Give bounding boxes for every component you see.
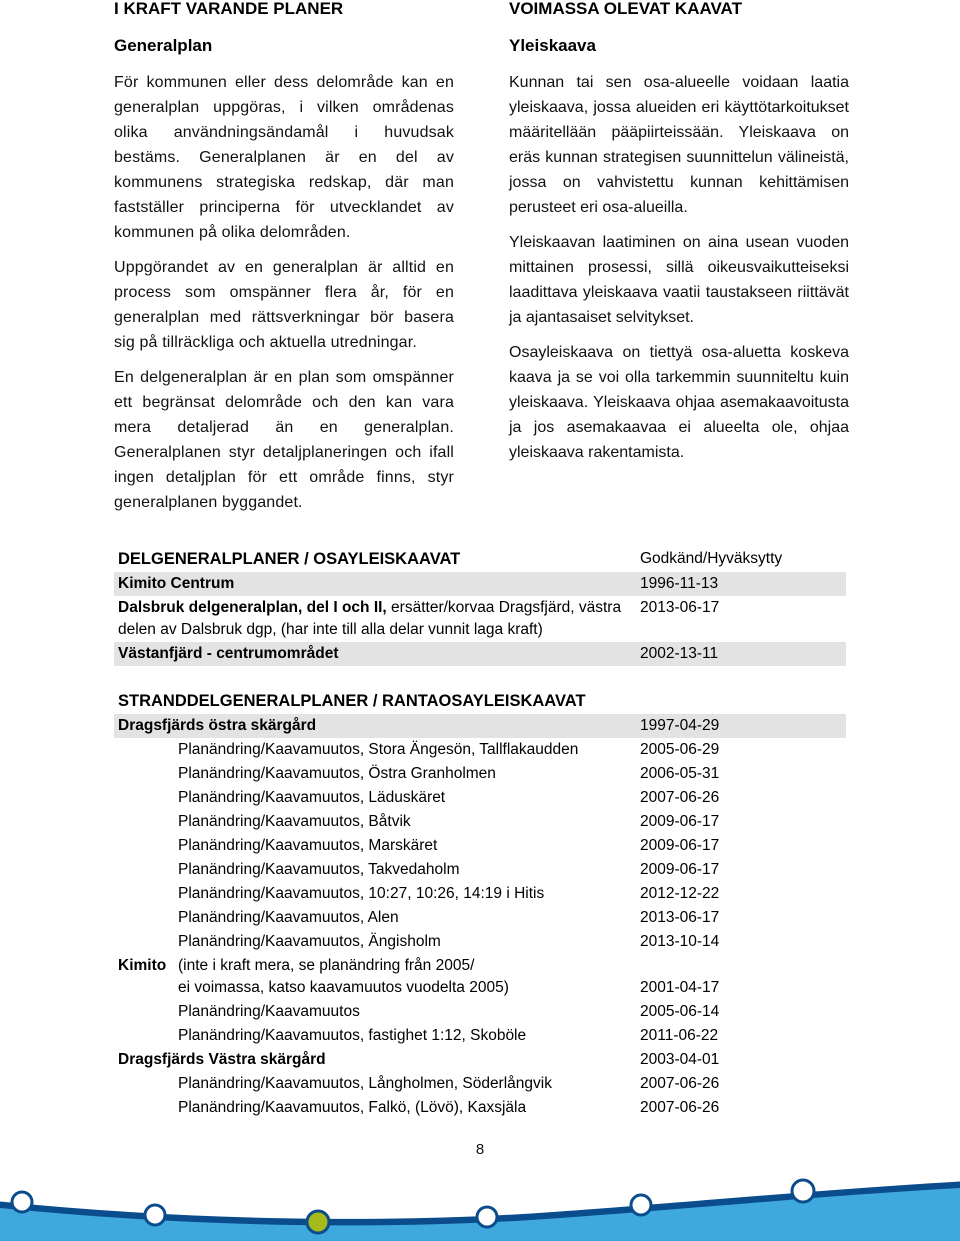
table-row xyxy=(114,572,846,596)
table-row xyxy=(114,714,846,738)
stranddelgeneralplaner-table xyxy=(114,688,846,1120)
plan-date: 1996-11-13 xyxy=(640,575,719,592)
amendment-date: 2005-06-14 xyxy=(640,1003,720,1020)
amendment-name: Planändring/Kaavamuutos, fastighet 1:12, Skoböle xyxy=(178,1027,527,1044)
table-row xyxy=(114,596,846,642)
table-row xyxy=(114,762,846,786)
group-note-line-1: (inte i kraft mera, se planändring från 2005/ xyxy=(178,957,475,974)
left-heading: I KRAFT VARANDE PLANER xyxy=(114,0,344,18)
plan-date: 2013-06-17 xyxy=(640,599,720,616)
table-row xyxy=(114,786,846,810)
table-header-row xyxy=(114,546,846,572)
amendment-name: Planändring/Kaavamuutos, Ängisholm xyxy=(178,933,441,950)
table-row xyxy=(114,930,846,954)
amendment-date: 2005-06-29 xyxy=(640,741,720,758)
left-paragraph-2: Uppgörandet av en generalplan är alltid en process som omspänner flera år, för en generalplan med rättsverkningar bör basera sig på tillräckliga och aktuella utredningar. xyxy=(114,259,454,351)
table-row xyxy=(114,906,846,930)
amendment-date: 2009-06-17 xyxy=(640,837,720,854)
plan-name: Dalsbruk delgeneralplan, del I och II, xyxy=(118,599,387,616)
amendment-date: 2007-06-26 xyxy=(640,789,720,806)
amendment-date: 2007-06-26 xyxy=(640,1075,720,1092)
wave-dot xyxy=(12,1192,32,1212)
table-row xyxy=(114,882,846,906)
left-subheading: Generalplan xyxy=(114,36,213,55)
amendment-date: 2006-05-31 xyxy=(640,765,720,782)
amendment-name: Planändring/Kaavamuutos, 10:27, 10:26, 14:19 i Hitis xyxy=(178,885,545,902)
table-row xyxy=(114,1000,846,1024)
plan-name: Kimito Centrum xyxy=(118,575,235,592)
group-name: Dragsfjärds östra skärgård xyxy=(118,717,317,734)
table-row xyxy=(114,858,846,882)
table-row xyxy=(114,738,846,762)
table-row xyxy=(114,1096,846,1120)
table-title: DELGENERALPLANER / OSAYLEISKAAVAT xyxy=(118,550,461,568)
left-column xyxy=(114,0,454,525)
right-paragraph-2: Yleiskaavan laatiminen on aina usean vuoden mittainen prosessi, sillä oikeusvaikutteiseksi laadittava yleiskaava vaatii taustakseen riittävät ja ajantasaiset selvitykset. xyxy=(509,234,849,326)
group-name: Kimito xyxy=(118,957,167,974)
amendment-date: 2009-06-17 xyxy=(640,813,720,830)
group-date: 2001-04-17 xyxy=(640,979,720,996)
amendment-name: Planändring/Kaavamuutos, Alen xyxy=(178,909,399,926)
amendment-date: 2007-06-26 xyxy=(640,1099,720,1116)
left-paragraph-3: En delgeneralplan är en plan som omspänner ett begränsat delområde och den kan vara mera detaljerad än en generalplan. Generalplanen styr detaljplaneringen och ifall ingen detaljplan för ett område finns, styr generalplanen byggandet. xyxy=(114,369,454,511)
right-column xyxy=(509,0,849,475)
group-note-line-2: ei voimassa, katso kaavamuutos vuodelta 2005) xyxy=(178,979,509,996)
amendment-name: Planändring/Kaavamuutos xyxy=(178,1003,360,1020)
amendment-date: 2013-10-14 xyxy=(640,933,720,950)
table-row xyxy=(114,954,846,1000)
amendment-date: 2011-06-22 xyxy=(640,1027,719,1044)
plan-date: 2002-13-11 xyxy=(640,645,719,662)
footer-wave-decoration xyxy=(0,1170,960,1241)
plan-description: ersätter/korvaa Dragsfjärd, västra delen av Dalsbruk dgp, (har inte till alla delar vunnit laga kraft) xyxy=(118,599,622,638)
amendment-name: Planändring/Kaavamuutos, Långholmen, Söderlångvik xyxy=(178,1075,552,1092)
wave-dot xyxy=(631,1195,651,1215)
amendment-date: 2012-12-22 xyxy=(640,885,720,902)
delgeneralplaner-table xyxy=(114,546,846,666)
right-heading: VOIMASSA OLEVAT KAAVAT xyxy=(509,0,742,18)
page-number: 8 xyxy=(475,1141,485,1158)
amendment-name: Planändring/Kaavamuutos, Östra Granholmen xyxy=(178,765,496,782)
table-row xyxy=(114,642,846,666)
wave-dot xyxy=(145,1205,165,1225)
table-row xyxy=(114,1024,846,1048)
table-row xyxy=(114,1072,846,1096)
amendment-name: Planändring/Kaavamuutos, Stora Ängesön, Tallflakaudden xyxy=(178,741,579,758)
wave-dot-accent xyxy=(307,1211,329,1233)
table-title: STRANDDELGENERALPLANER / RANTAOSAYLEISKAAVAT xyxy=(118,692,586,710)
amendment-name: Planändring/Kaavamuutos, Falkö, (Lövö), Kaxsjäla xyxy=(178,1099,527,1116)
amendment-name: Planändring/Kaavamuutos, Läduskäret xyxy=(178,789,446,806)
right-subheading: Yleiskaava xyxy=(509,36,596,55)
group-name: Dragsfjärds Västra skärgård xyxy=(118,1051,326,1068)
table-header-row xyxy=(114,688,846,714)
plan-name: Västanfjärd - centrumområdet xyxy=(118,645,339,662)
amendment-name: Planändring/Kaavamuutos, Båtvik xyxy=(178,813,411,830)
amendment-name: Planändring/Kaavamuutos, Takvedaholm xyxy=(178,861,460,878)
wave-dot xyxy=(477,1207,497,1227)
amendment-date: 2013-06-17 xyxy=(640,909,720,926)
amendment-date: 2009-06-17 xyxy=(640,861,720,878)
table-row xyxy=(114,834,846,858)
right-paragraph-3: Osayleiskaava on tiettyä osa-aluetta koskeva kaava ja se voi olla tarkemmin suunniteltu kuin yleiskaava. Yleiskaava ohjaa asemakaavoitusta ja jos asemakaavaa ei alueelta ole, ohjaa yleiskaava rakentamista. xyxy=(509,344,849,461)
left-paragraph-1: För kommunen eller dess delområde kan en generalplan uppgöras, i vilken områdenas olika användningsändamål i huvudsak bestäms. Generalplanen är en del av kommunens strategiska redskap, där man fastställer principerna för utvecklandet av kommunen på olika delområden. xyxy=(114,74,454,241)
table-row xyxy=(114,810,846,834)
amendment-name: Planändring/Kaavamuutos, Marskäret xyxy=(178,837,438,854)
wave-dot xyxy=(792,1180,814,1202)
right-paragraph-1: Kunnan tai sen osa-alueelle voidaan laatia yleiskaava, jossa alueiden eri käyttötarkoitukset määritellään pääpiirteissään. Yleiskaava on eräs kunnan strategisen suunnittelun välineistä, jossa on vahvistettu kunnan kehittämisen perusteet eri osa-alueilla. xyxy=(509,74,849,216)
date-column-header: Godkänd/Hyväksytty xyxy=(640,550,783,567)
group-date: 1997-04-29 xyxy=(640,717,720,734)
group-date: 2003-04-01 xyxy=(640,1051,720,1068)
table-row xyxy=(114,1048,846,1072)
